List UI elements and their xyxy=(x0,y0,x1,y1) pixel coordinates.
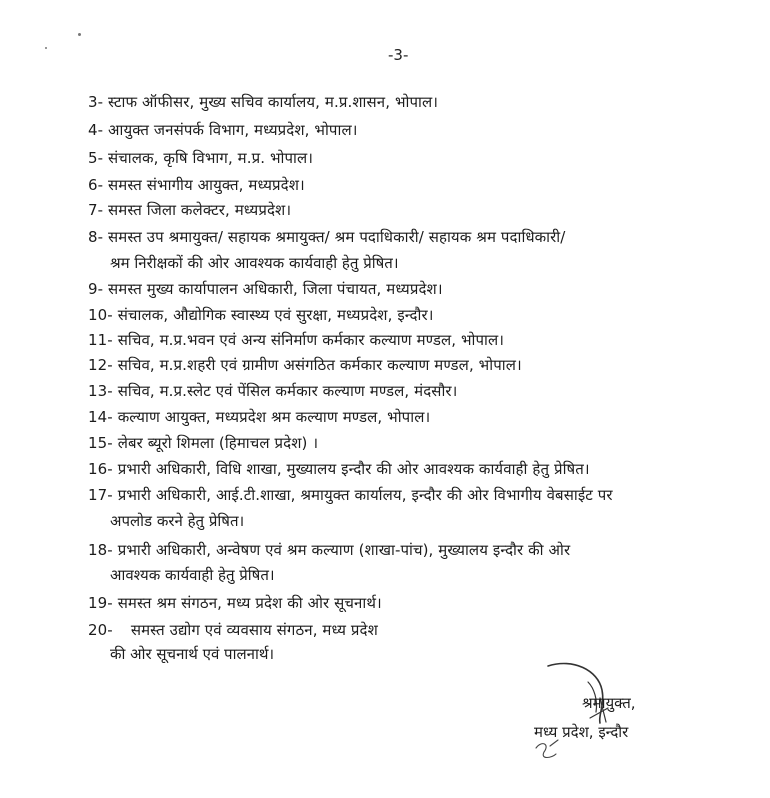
list-item xyxy=(88,590,382,616)
item-text: समस्त जिला कलेक्टर, मध्यप्रदेश। xyxy=(108,201,292,219)
item-text: समस्त श्रम संगठन, मध्य प्रदेश की ओर सूचनार्थ। xyxy=(117,594,382,612)
list-item xyxy=(88,224,565,250)
item-number: 19- xyxy=(88,594,113,612)
list-item xyxy=(88,456,590,482)
item-number: 9- xyxy=(88,280,104,298)
signatory-office: मध्य प्रदेश, इन्दौर xyxy=(534,723,629,741)
item-text: प्रभारी अधिकारी, अन्वेषण एवं श्रम कल्याण (शाखा-पांच), मुख्यालय इन्दौर की ओर xyxy=(117,541,571,559)
list-item xyxy=(88,617,378,643)
item-text: सचिव, म.प्र.शहरी एवं ग्रामीण असंगठित कर्मकार कल्याण मण्डल, भोपाल। xyxy=(117,356,522,374)
scan-speck xyxy=(45,47,47,49)
item-number: 4- xyxy=(88,121,104,139)
item-text: कल्याण आयुक्त, मध्यप्रदेश श्रम कल्याण मण्डल, भोपाल। xyxy=(117,408,431,426)
list-item xyxy=(88,276,443,302)
page-number: -3- xyxy=(388,46,409,64)
item-text: समस्त उप श्रमायुक्त/ सहायक श्रमायुक्त/ श्रम पदाधिकारी/ सहायक श्रम पदाधिकारी/ xyxy=(108,228,566,246)
item-number: 12- xyxy=(88,356,113,374)
item-number: 7- xyxy=(88,201,104,219)
item-text: संचालक, कृषि विभाग, म.प्र. भोपाल। xyxy=(108,149,314,167)
list-item xyxy=(88,89,438,115)
item-number: 10- xyxy=(88,306,113,324)
item-number: 18- xyxy=(88,541,113,559)
item-text: लेबर ब्यूरो शिमला (हिमाचल प्रदेश) । xyxy=(117,434,319,452)
item-continuation: की ओर सूचनार्थ एवं पालनार्थ। xyxy=(110,645,275,663)
item-text: समस्त उद्योग एवं व्यवसाय संगठन, मध्य प्रदेश xyxy=(130,621,378,639)
item-number: 8- xyxy=(88,228,104,246)
item-number: 5- xyxy=(88,149,104,167)
item-text: आयुक्त जनसंपर्क विभाग, मध्यप्रदेश, भोपाल। xyxy=(108,121,358,139)
list-item xyxy=(88,327,504,353)
item-number: 20- xyxy=(88,621,113,639)
list-item xyxy=(88,145,313,171)
list-item xyxy=(88,172,305,198)
list-item xyxy=(88,482,613,508)
item-text: संचालक, औद्योगिक स्वास्थ्य एवं सुरक्षा, मध्यप्रदेश, इन्दौर। xyxy=(117,306,434,324)
list-item xyxy=(88,302,434,328)
item-number: 13- xyxy=(88,382,113,400)
signatory-title: श्रमायुक्त, xyxy=(582,694,636,712)
item-text: प्रभारी अधिकारी, आई.टी.शाखा, श्रमायुक्त कार्यालय, इन्दौर की ओर विभागीय वेबसाईट पर xyxy=(117,486,613,504)
item-continuation: श्रम निरीक्षकों की ओर आवश्यक कार्यवाही हेतु प्रेषित। xyxy=(110,254,399,272)
scan-speck xyxy=(78,33,81,36)
item-continuation: आवश्यक कार्यवाही हेतु प्रेषित। xyxy=(110,566,275,584)
item-text: समस्त मुख्य कार्यापालन अधिकारी, जिला पंचायत, मध्यप्रदेश। xyxy=(108,280,443,298)
item-number: 6- xyxy=(88,176,104,194)
signature-block xyxy=(528,660,708,790)
item-number: 17- xyxy=(88,486,113,504)
item-number: 14- xyxy=(88,408,113,426)
item-text: प्रभारी अधिकारी, विधि शाखा, मुख्यालय इन्दौर की ओर आवश्यक कार्यवाही हेतु प्रेषित। xyxy=(117,460,590,478)
item-number: 11- xyxy=(88,331,113,349)
list-item xyxy=(88,537,570,563)
item-number: 16- xyxy=(88,460,113,478)
item-number: 3- xyxy=(88,93,104,111)
item-text: सचिव, म.प्र.भवन एवं अन्य संनिर्माण कर्मकार कल्याण मण्डल, भोपाल। xyxy=(117,331,505,349)
list-item xyxy=(88,197,291,223)
item-text: स्टाफ ऑफीसर, मुख्य सचिव कार्यालय, म.प्र.शासन, भोपाल। xyxy=(108,93,439,111)
list-item xyxy=(88,404,430,430)
item-text: सचिव, म.प्र.स्लेट एवं पेंसिल कर्मकार कल्याण मण्डल, मंदसौर। xyxy=(117,382,458,400)
list-item xyxy=(88,117,358,143)
item-continuation: अपलोड करने हेतु प्रेषित। xyxy=(110,512,245,530)
list-item xyxy=(88,378,457,404)
list-item xyxy=(88,430,318,456)
list-item xyxy=(88,352,522,378)
item-text: समस्त संभागीय आयुक्त, मध्यप्रदेश। xyxy=(108,176,305,194)
item-number: 15- xyxy=(88,434,113,452)
